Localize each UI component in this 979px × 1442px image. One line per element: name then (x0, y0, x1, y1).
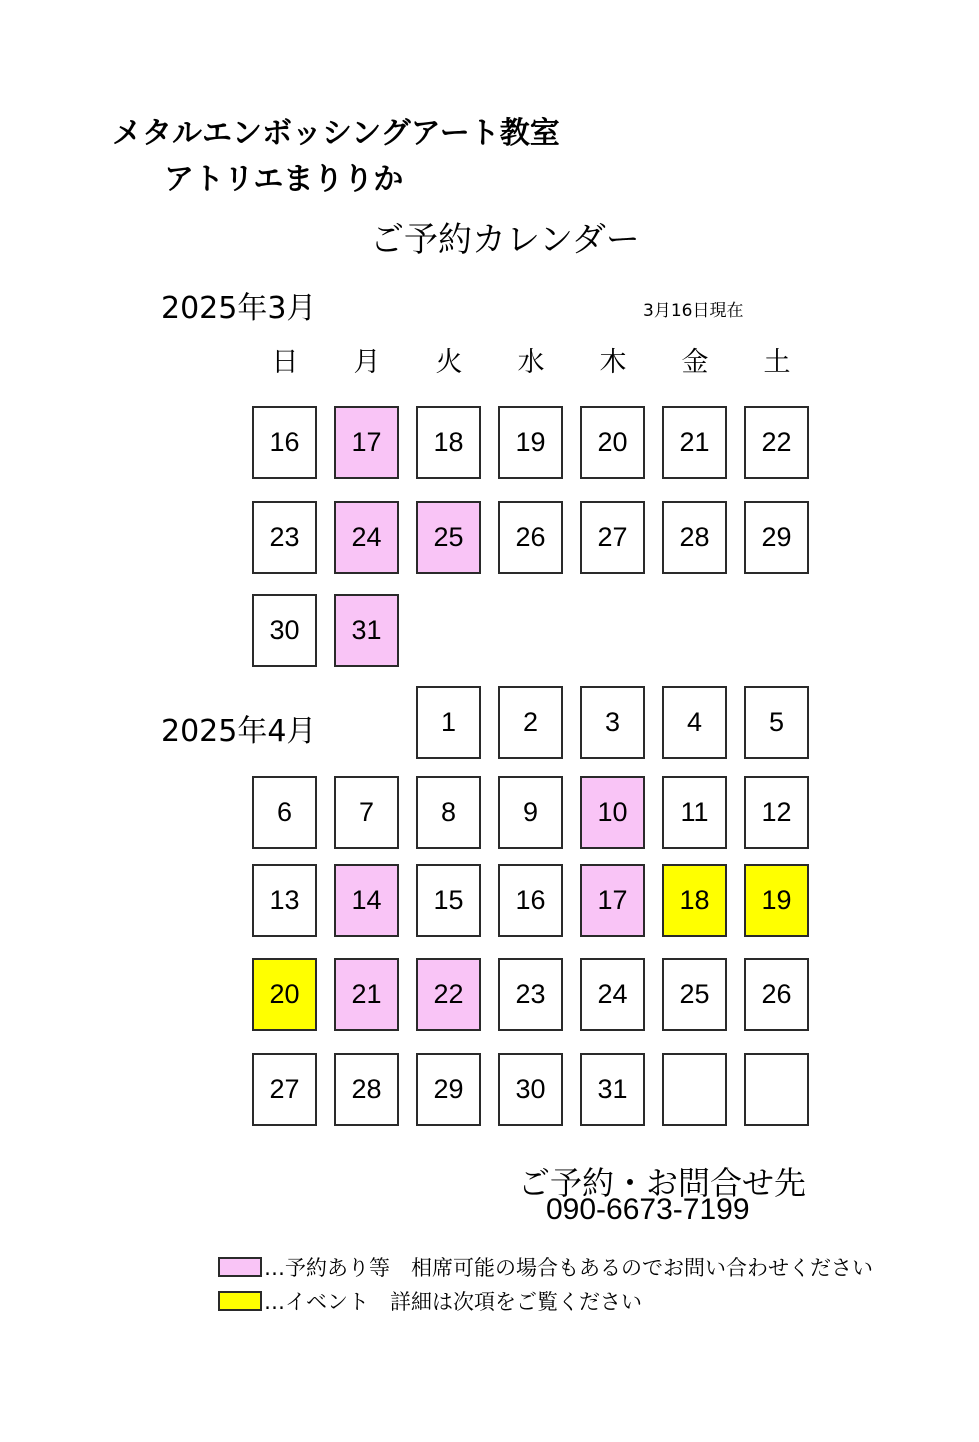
contact-phone: 090-6673-7199 (546, 1193, 750, 1226)
legend-reserved-swatch (218, 1257, 262, 1277)
calendar-day-cell: 30 (252, 594, 317, 667)
calendar-day-cell: 14 (334, 864, 399, 937)
weekday-label: 金 (681, 347, 709, 378)
calendar-day-cell: 24 (334, 501, 399, 574)
calendar-day-cell: 29 (416, 1053, 481, 1126)
as-of-date: 3月16日現在 (643, 301, 744, 321)
calendar-day-cell: 12 (744, 776, 809, 849)
legend-event-swatch (218, 1291, 262, 1311)
calendar-day-cell: 8 (416, 776, 481, 849)
legend-reserved-text: …予約あり等 相席可能の場合もあるのでお問い合わせください (264, 1256, 873, 1280)
calendar-day-cell: 28 (334, 1053, 399, 1126)
calendar-day-cell: 21 (334, 958, 399, 1031)
calendar-day-cell (662, 1053, 727, 1126)
calendar-day-cell: 2 (498, 686, 563, 759)
studio-name: メタルエンボッシングアート教室 (112, 116, 560, 151)
weekday-label: 水 (517, 347, 545, 378)
calendar-day-cell: 7 (334, 776, 399, 849)
calendar-day-cell: 23 (498, 958, 563, 1031)
weekday-label: 月 (353, 347, 381, 378)
calendar-day-cell: 11 (662, 776, 727, 849)
weekday-label: 火 (435, 347, 463, 378)
atelier-name: アトリエまりりか (164, 162, 404, 197)
calendar-day-cell: 27 (252, 1053, 317, 1126)
legend-reserved (218, 1256, 873, 1278)
month-heading-april: 2025年4月 (161, 714, 317, 749)
calendar-day-cell: 31 (334, 594, 399, 667)
calendar-day-cell: 13 (252, 864, 317, 937)
calendar-day-cell: 30 (498, 1053, 563, 1126)
calendar-title: ご予約カレンダー (370, 220, 640, 260)
calendar-day-cell: 1 (416, 686, 481, 759)
legend-event-text: …イベント 詳細は次項をご覧ください (264, 1290, 642, 1314)
calendar-day-cell: 18 (662, 864, 727, 937)
calendar-day-cell: 17 (580, 864, 645, 937)
calendar-day-cell: 9 (498, 776, 563, 849)
calendar-day-cell: 26 (498, 501, 563, 574)
calendar-day-cell: 21 (662, 406, 727, 479)
calendar-day-cell: 26 (744, 958, 809, 1031)
calendar-day-cell: 22 (416, 958, 481, 1031)
calendar-day-cell: 20 (252, 958, 317, 1031)
calendar-day-cell: 3 (580, 686, 645, 759)
calendar-day-cell: 19 (744, 864, 809, 937)
calendar-day-cell: 28 (662, 501, 727, 574)
calendar-day-cell: 25 (662, 958, 727, 1031)
calendar-day-cell: 29 (744, 501, 809, 574)
weekday-label: 木 (599, 347, 627, 378)
calendar-day-cell: 5 (744, 686, 809, 759)
calendar-day-cell: 16 (498, 864, 563, 937)
legend-event (218, 1290, 642, 1312)
month-heading-march: 2025年3月 (161, 291, 317, 326)
calendar-day-cell: 22 (744, 406, 809, 479)
calendar-day-cell: 17 (334, 406, 399, 479)
calendar-day-cell: 10 (580, 776, 645, 849)
calendar-day-cell: 25 (416, 501, 481, 574)
calendar-day-cell: 15 (416, 864, 481, 937)
calendar-day-cell: 4 (662, 686, 727, 759)
calendar-day-cell: 20 (580, 406, 645, 479)
weekday-label: 土 (763, 347, 791, 378)
calendar-day-cell (744, 1053, 809, 1126)
calendar-day-cell: 18 (416, 406, 481, 479)
calendar-day-cell: 31 (580, 1053, 645, 1126)
weekday-label: 日 (271, 347, 299, 378)
calendar-day-cell: 24 (580, 958, 645, 1031)
calendar-day-cell: 23 (252, 501, 317, 574)
calendar-day-cell: 16 (252, 406, 317, 479)
contact-label: ご予約・お問合せ先 (518, 1164, 807, 1202)
calendar-day-cell: 6 (252, 776, 317, 849)
calendar-day-cell: 19 (498, 406, 563, 479)
calendar-day-cell: 27 (580, 501, 645, 574)
